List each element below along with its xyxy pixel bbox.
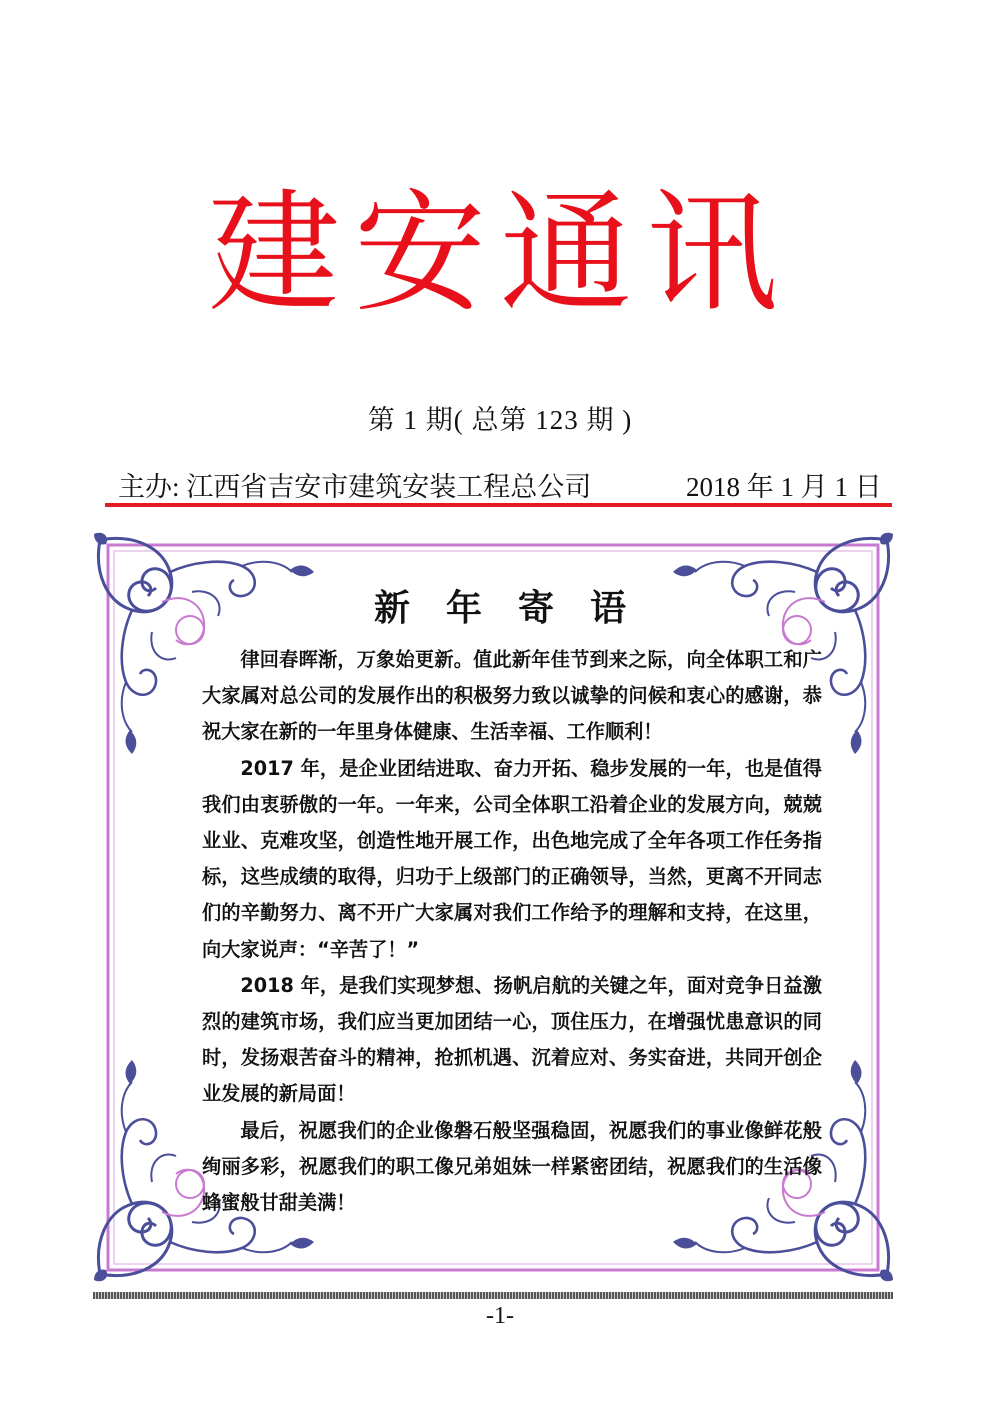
footer-divider xyxy=(93,1292,893,1299)
article-title: 新年寄语 xyxy=(373,588,662,629)
page-number: -1- xyxy=(486,1303,514,1329)
publication-date: 2018 年 1 月 1 日 xyxy=(686,472,882,502)
issue-number: 第 1 期( 总第 123 期 ) xyxy=(367,405,633,435)
paragraph: 2017 年，是企业团结进取、奋力开拓、稳步发展的一年，也是值得我们由衷骄傲的一年。一年来，公司全体职工沿着企业的发展方向，兢兢业业、克难攻坚，创造性地开展工作，出色地完成了全年各项工作任务指标，这些成绩的取得，归功于上级部门的正确领导，当然，更离不开同志们的辛勤努力、离不开广大家属对我们工作给予的理解和支持，在这里，向大家说声：“辛苦了！” xyxy=(202,756,822,961)
article-body xyxy=(202,642,822,1221)
sponsor-line: 主办: 江西省吉安市建筑安装工程总公司 xyxy=(118,472,592,502)
paragraph: 最后，祝愿我们的企业像磐石般坚强稳固，祝愿我们的事业像鲜花般绚丽多彩，祝愿我们的职工像兄弟姐妹一样紧密团结，祝愿我们的生活像蜂蜜般甘甜美满！ xyxy=(202,1118,822,1215)
masthead-title: 建安通讯 xyxy=(208,181,792,328)
paragraph: 2018 年，是我们实现梦想、扬帆启航的关键之年，面对竞争日益激烈的建筑市场，我们应当更加团结一心，顶住压力，在增强忧患意识的同时，发扬艰苦奋斗的精神，抢抓机遇、沉着应对、务实奋进，共同开创企业发展的新局面！ xyxy=(202,973,822,1106)
paragraph: 律回春晖渐，万象始更新。值此新年佳节到来之际，向全体职工和广大家属对总公司的发展作出的积极努力致以诚挚的问候和衷心的感谢，恭祝大家在新的一年里身体健康、生活幸福、工作顺利！ xyxy=(202,648,822,744)
